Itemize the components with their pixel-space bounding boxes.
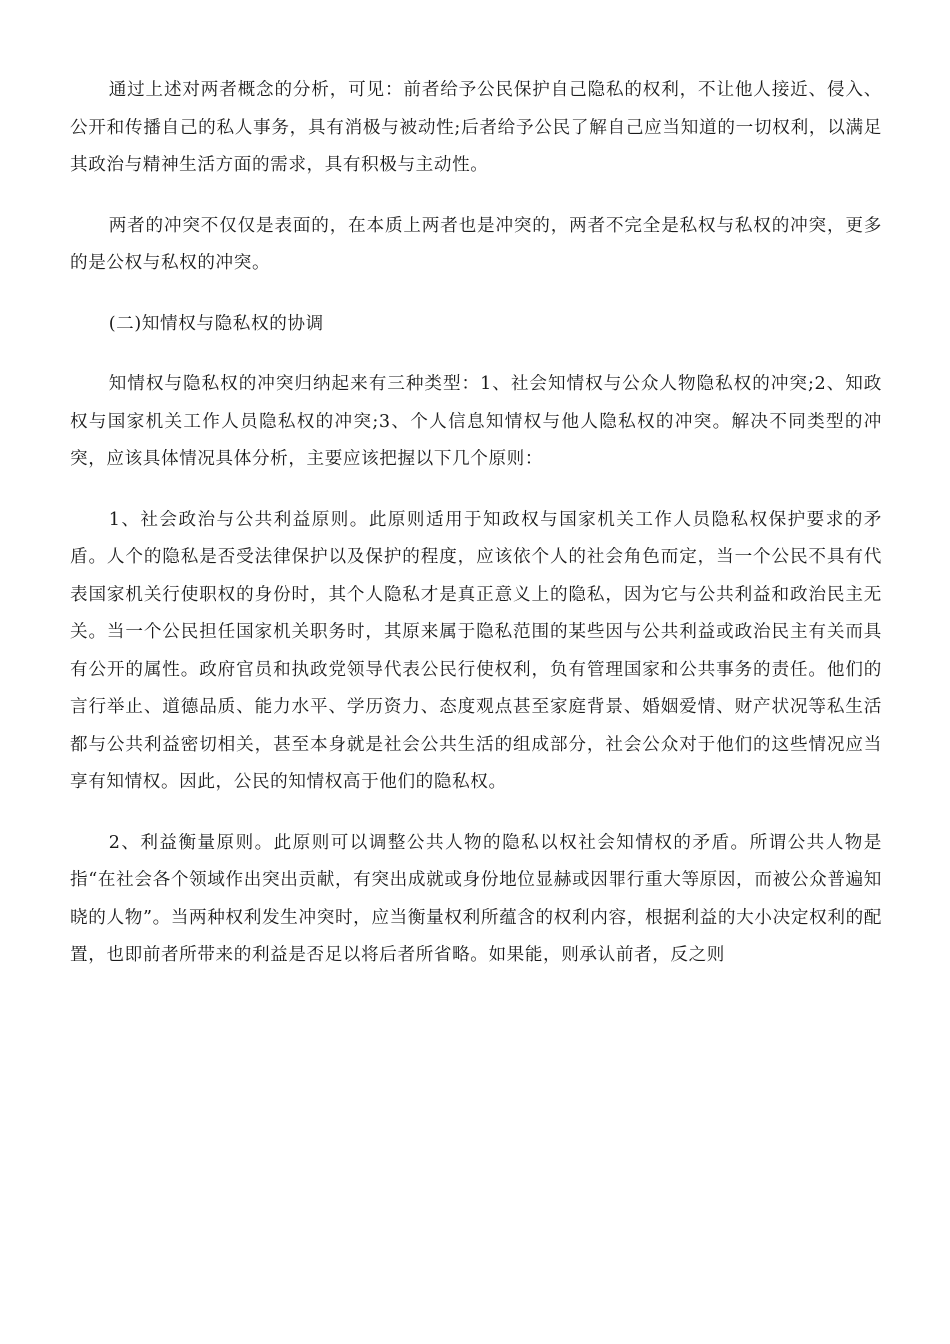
paragraph: 1、社会政治与公共利益原则。此原则适用于知政权与国家机关工作人员隐私权保护要求的矛盾。人个的隐私是否受法律保护以及保护的程度，应该依个人的社会角色而定，当一个公民不具有代表国家机关行使职权的身份时，其个人隐私才是真正意义上的隐私，因为它与公共利益和政治民主无关。当一个公民担任国家机关职务时，其原来属于隐私范围的某些因与公共利益或政治民主有关而具有公开的属性。政府官员和执政党领导代表公民行使权利，负有管理国家和公共事务的责任。他们的言行举止、道德品质、能力水平、学历资力、态度观点甚至家庭背景、婚姻爱情、财产状况等私生活都与公共利益密切相关，甚至本身就是社会公共生活的组成部分，社会公众对于他们的这些情况应当享有知情权。因此，公民的知情权高于他们的隐私权。 (70, 509, 882, 792)
paragraph: 知情权与隐私权的冲突归纳起来有三种类型：1、社会知情权与公众人物隐私权的冲突;2、知政权与国家机关工作人员隐私权的冲突;3、个人信息知情权与他人隐私权的冲突。解决不同类型的冲突，应该具体情况具体分析，主要应该把握以下几个原则： (70, 374, 882, 469)
paragraph: 通过上述对两者概念的分析，可见：前者给予公民保护自己隐私的权利，不让他人接近、侵入、公开和传播自己的私人事务，具有消极与被动性;后者给予公民了解自己应当知道的一切权利，以满足其政治与精神生活方面的需求，具有积极与主动性。 (70, 80, 882, 175)
paragraph: 两者的冲突不仅仅是表面的，在本质上两者也是冲突的，两者不完全是私权与私权的冲突，更多的是公权与私权的冲突。 (70, 215, 882, 273)
paragraph: 2、利益衡量原则。此原则可以调整公共人物的隐私以权社会知情权的矛盾。所谓公共人物是指“在社会各个领域作出突出贡献，有突出成就或身份地位显赫或因罪行重大等原因，而被公众普遍知晓的人物”。当两种权利发生冲突时，应当衡量权利所蕴含的权利内容，根据利益的大小决定权利的配置，也即前者所带来的利益是否足以将后者所省略。如果能，则承认前者，反之则 (70, 832, 882, 965)
document-body (70, 72, 882, 975)
section-heading: (二)知情权与隐私权的协调 (108, 313, 324, 334)
